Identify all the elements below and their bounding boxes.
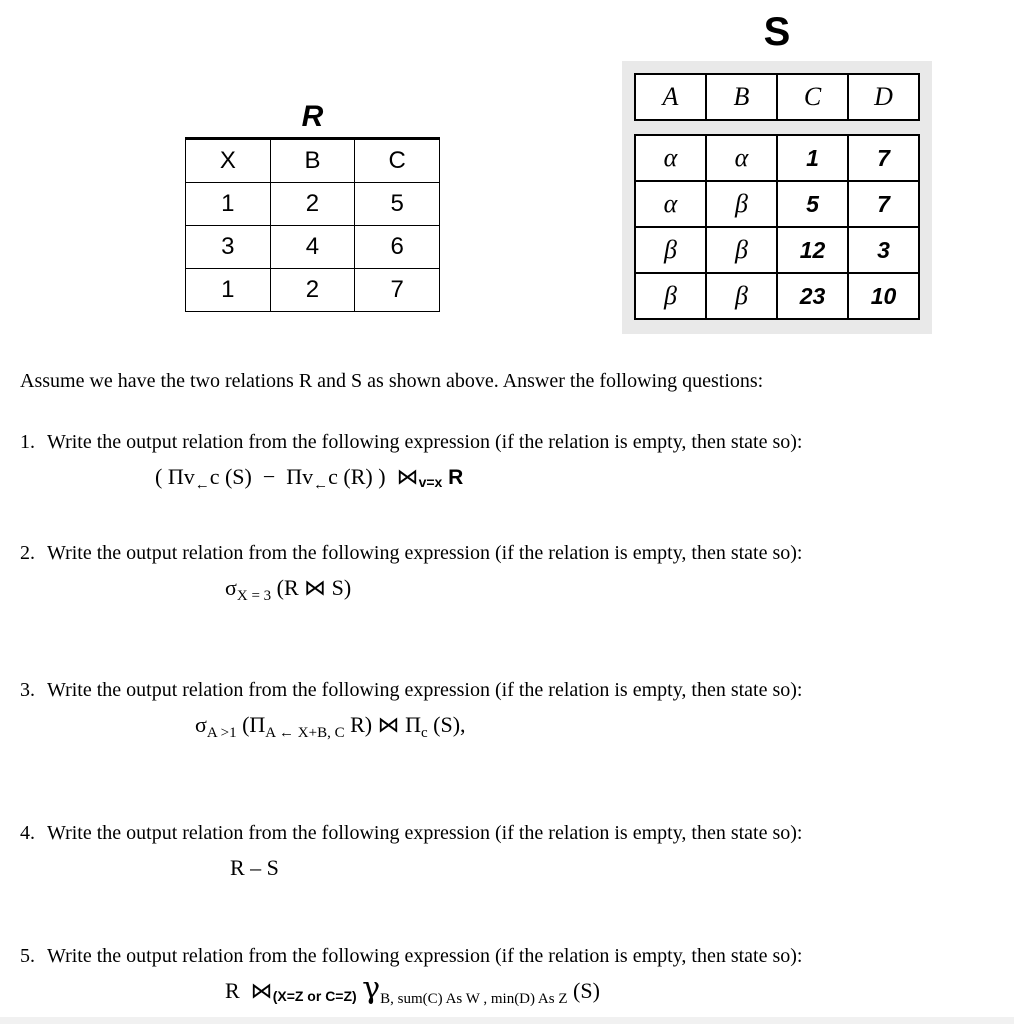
table-cell: 4	[270, 226, 355, 269]
expr-segment: (R ⋈ S)	[271, 575, 352, 600]
table-cell: 3	[848, 227, 919, 273]
question-2-line	[20, 540, 996, 566]
table-cell: 23	[777, 273, 848, 319]
table-cell: β	[706, 181, 777, 227]
question-3	[20, 677, 996, 742]
table-cell: β	[706, 273, 777, 319]
expr-segment: B, sum(C) As W , min(D) As Z	[380, 991, 568, 1007]
table-cell: 7	[355, 269, 440, 312]
relation-s	[622, 10, 932, 334]
table-cell: A	[635, 74, 706, 120]
table-row	[635, 227, 919, 273]
question-3-expression	[195, 712, 996, 742]
intro-text: Assume we have the two relations R and S as shown above. Answer the following questions:	[20, 370, 764, 392]
question-5-prompt: Write the output relation from the following expression (if the relation is empty, then state so):	[47, 945, 803, 967]
table-cell: 10	[848, 273, 919, 319]
question-4	[20, 820, 996, 881]
table-row	[635, 74, 919, 120]
table-cell: B	[270, 139, 355, 183]
table-cell: 1	[186, 269, 271, 312]
expr-segment: c	[421, 725, 428, 741]
expr-segment: R	[442, 466, 464, 489]
expr-segment: A >1	[206, 725, 237, 741]
table-cell: C	[355, 139, 440, 183]
question-1-number: 1.	[20, 431, 35, 453]
table-cell: 2	[270, 183, 355, 226]
table-row	[186, 269, 440, 312]
question-1-expression	[155, 464, 996, 494]
expr-segment: ←	[313, 477, 329, 493]
table-row	[186, 183, 440, 226]
expr-segment: σ	[195, 712, 207, 737]
question-5-expression	[225, 971, 996, 1008]
question-1-line	[20, 429, 996, 455]
table-cell: C	[777, 74, 848, 120]
relation-s-header-table	[634, 73, 920, 121]
content	[0, 370, 1014, 1008]
expr-segment: σ	[225, 575, 237, 600]
expr-segment: (S)	[567, 978, 600, 1003]
expr-segment: c (R) ) ⋈	[328, 464, 419, 489]
relation-r	[185, 100, 440, 312]
expr-segment: R ⋈	[225, 978, 273, 1003]
table-row	[635, 273, 919, 319]
question-5	[20, 943, 996, 1008]
question-3-number: 3.	[20, 679, 35, 701]
expr-segment: γ	[362, 971, 381, 1006]
table-cell: α	[635, 181, 706, 227]
table-row	[635, 181, 919, 227]
question-3-prompt: Write the output relation from the following expression (if the relation is empty, then state so):	[47, 679, 803, 701]
question-4-prompt: Write the output relation from the following expression (if the relation is empty, then state so):	[47, 822, 803, 844]
table-cell: X	[186, 139, 271, 183]
table-cell: 7	[848, 181, 919, 227]
question-5-line	[20, 943, 996, 969]
expr-segment: X = 3	[236, 588, 272, 604]
relation-r-title: R	[301, 100, 324, 133]
table-cell: 12	[777, 227, 848, 273]
table-cell: 5	[777, 181, 848, 227]
expr-segment: R – S	[230, 855, 279, 880]
expr-segment: (X=Z or C=Z)	[272, 988, 357, 1004]
table-cell: B	[706, 74, 777, 120]
table-row	[186, 139, 440, 183]
relation-s-frame	[622, 61, 932, 334]
question-2-number: 2.	[20, 542, 35, 564]
table-cell: α	[706, 135, 777, 181]
table-cell: 7	[848, 135, 919, 181]
question-1	[20, 429, 996, 494]
expr-segment: R) ⋈ Π	[344, 712, 421, 737]
relation-s-title: S	[763, 10, 791, 54]
table-cell: 1	[777, 135, 848, 181]
table-cell: β	[635, 227, 706, 273]
relation-r-table	[185, 137, 440, 312]
table-row	[186, 226, 440, 269]
expr-segment: ( Πv	[155, 464, 195, 489]
question-3-line	[20, 677, 996, 703]
table-cell: α	[635, 135, 706, 181]
table-cell: β	[635, 273, 706, 319]
table-cell: 1	[186, 183, 271, 226]
relation-s-body-table	[634, 134, 920, 320]
question-1-prompt: Write the output relation from the following expression (if the relation is empty, then state so):	[47, 431, 803, 453]
expr-segment: A ← X+B, C	[265, 725, 345, 741]
page-bottom-edge	[0, 1017, 1014, 1024]
question-2	[20, 540, 996, 605]
table-cell: 2	[270, 269, 355, 312]
expr-segment: (S),	[427, 712, 466, 737]
question-4-number: 4.	[20, 822, 35, 844]
question-5-number: 5.	[20, 945, 35, 967]
table-cell: 5	[355, 183, 440, 226]
expr-segment: (Π	[236, 712, 266, 737]
table-row	[635, 135, 919, 181]
expr-segment: v=x	[418, 474, 443, 490]
table-cell: D	[848, 74, 919, 120]
table-cell: β	[706, 227, 777, 273]
question-2-prompt: Write the output relation from the following expression (if the relation is empty, then state so):	[47, 542, 803, 564]
question-4-expression	[230, 855, 996, 881]
table-cell: 3	[186, 226, 271, 269]
expr-segment: ←	[194, 477, 210, 493]
question-2-expression	[225, 575, 996, 605]
question-4-line	[20, 820, 996, 846]
table-cell: 6	[355, 226, 440, 269]
expr-segment: c (S) − Πv	[209, 464, 314, 489]
